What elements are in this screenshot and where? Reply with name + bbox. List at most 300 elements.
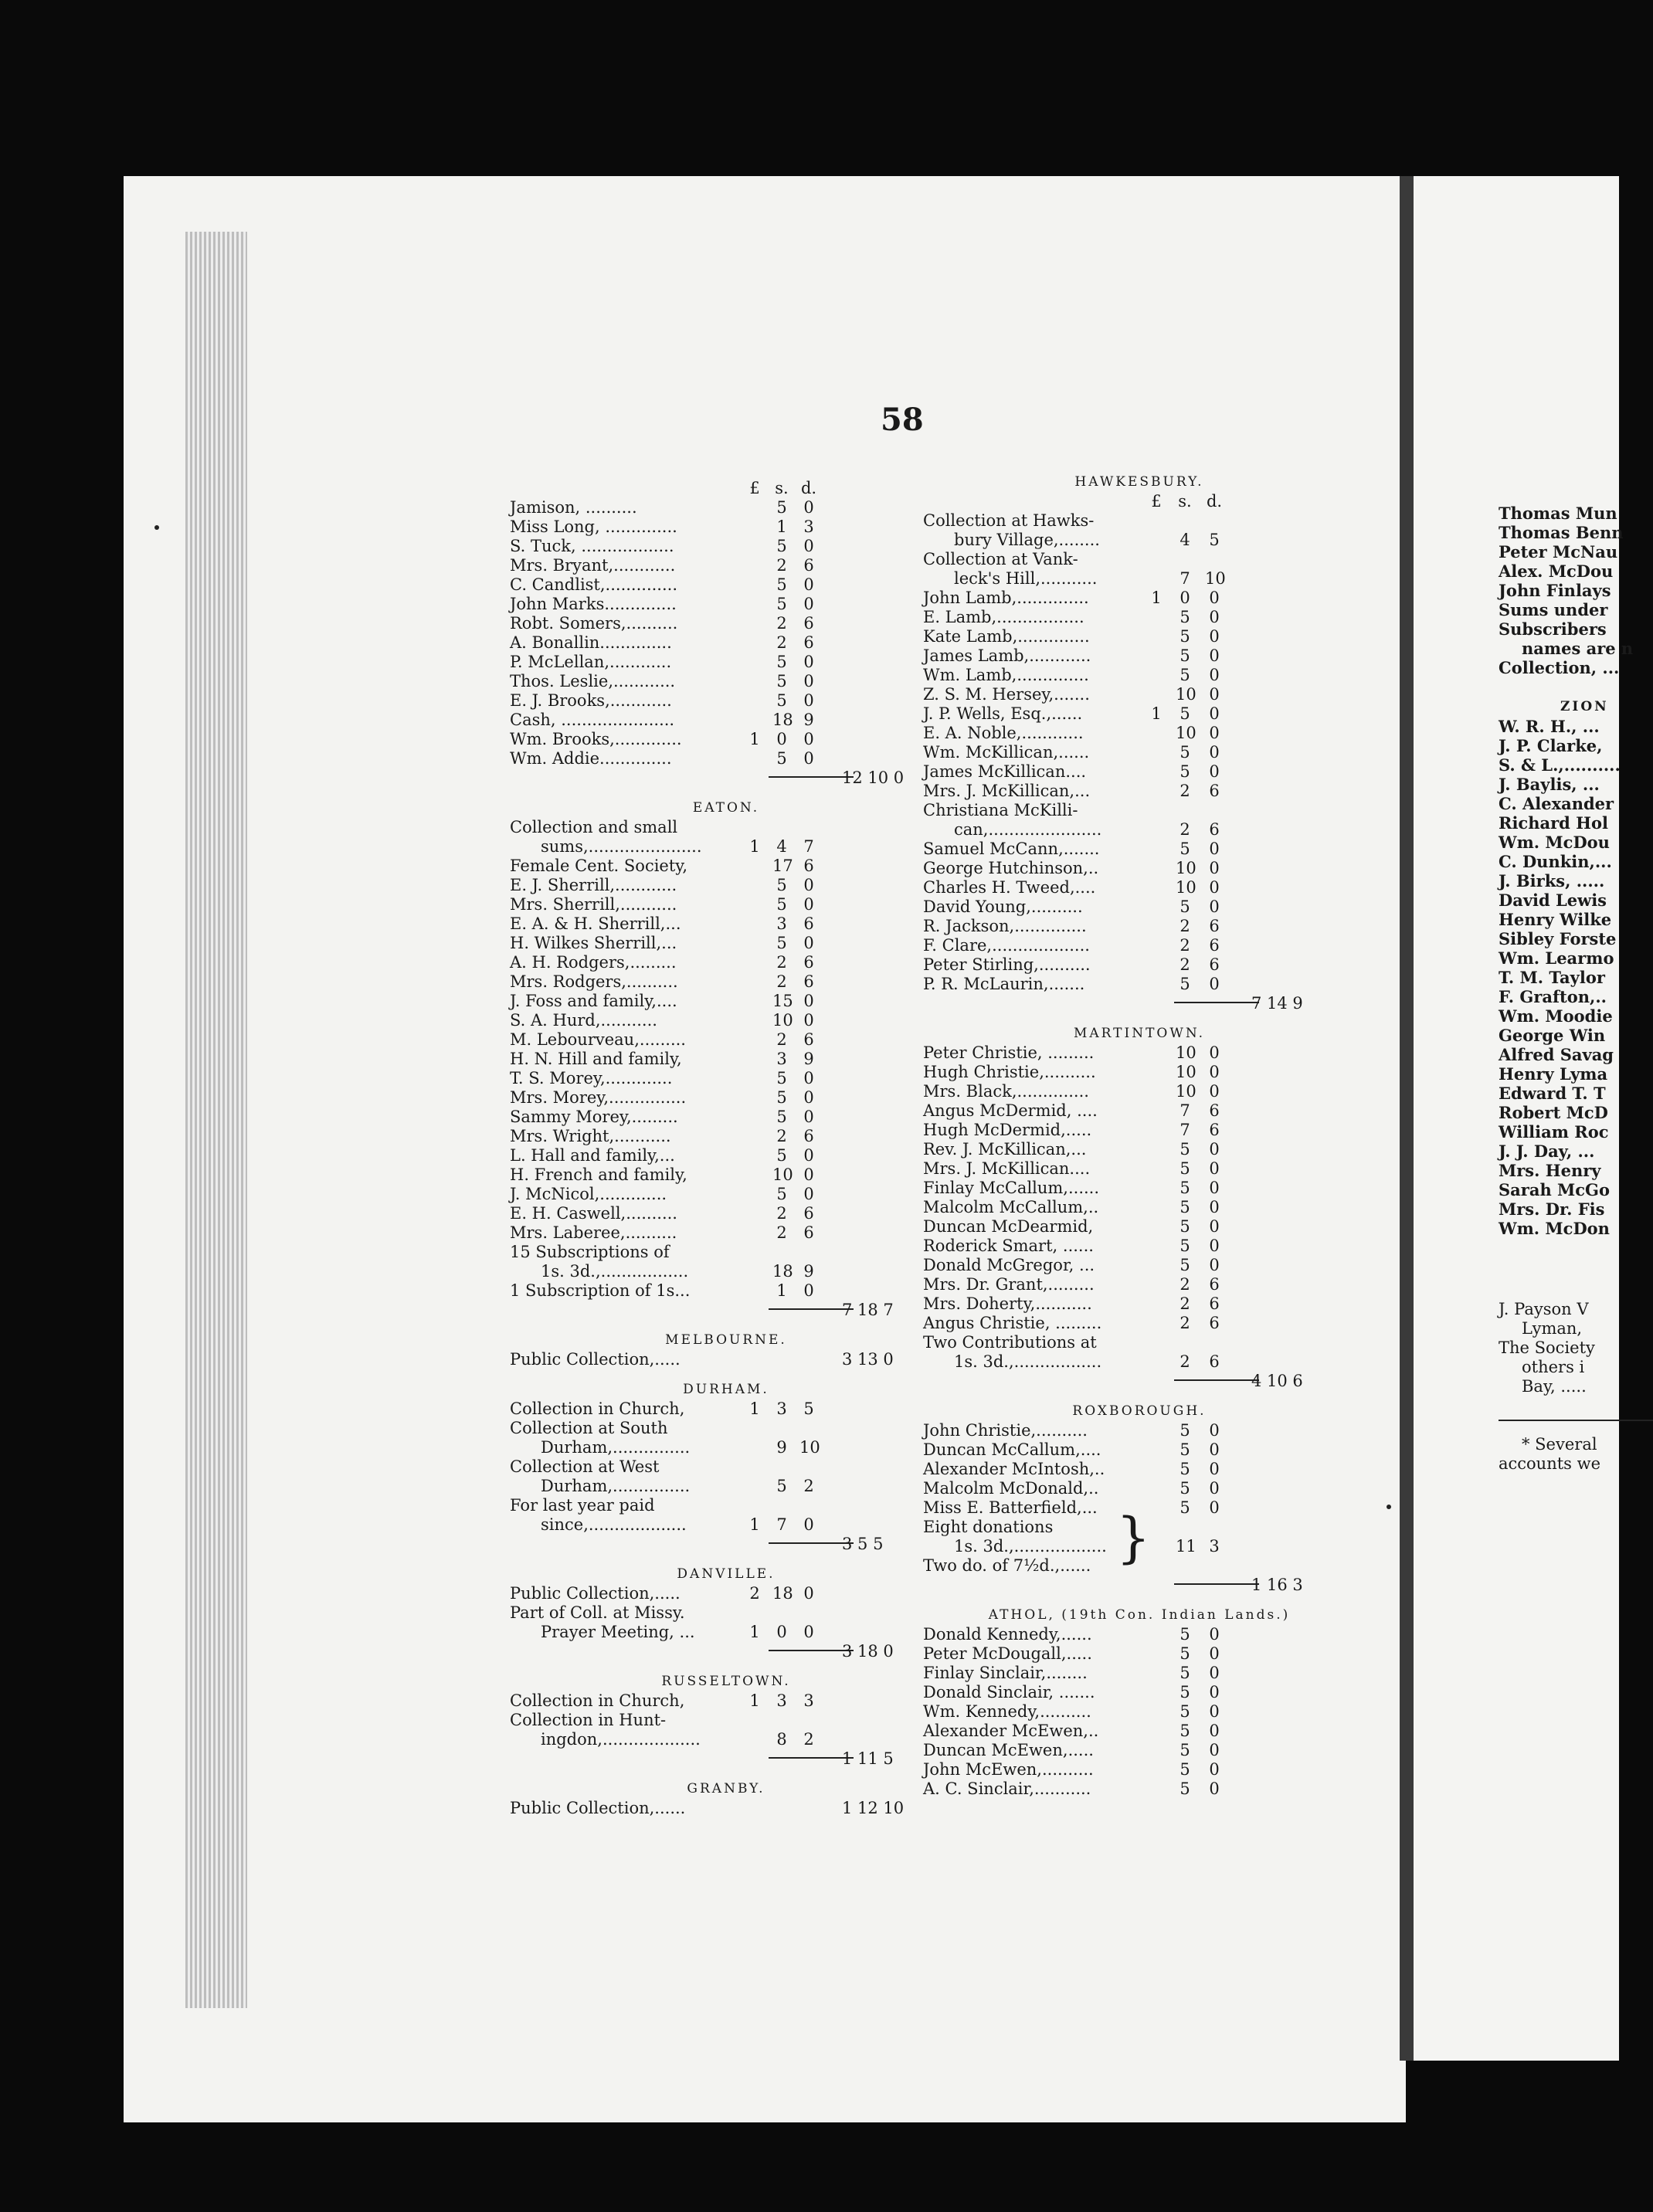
shillings-value: 5: [1180, 1779, 1190, 1798]
shillings-value: 5: [1180, 1498, 1190, 1517]
entry-name: C. Candlist,..............: [510, 575, 678, 594]
entry-row: [923, 569, 1387, 589]
currency-header: [923, 492, 1387, 511]
facing-line: Lyman,: [1522, 1319, 1583, 1338]
entry-row: [510, 1515, 942, 1535]
entry-name: Collection at Vank-: [923, 550, 1078, 568]
entry-name: Wm. Brooks,.............: [510, 730, 682, 748]
total-rule: [1174, 1002, 1259, 1003]
shillings-value: 0: [776, 730, 787, 748]
shillings-value: 5: [1180, 1421, 1190, 1440]
shillings-value: 5: [776, 1185, 787, 1203]
pence-value: 0: [803, 1623, 814, 1641]
entry-name: 1s. 3d.,.................: [954, 1352, 1102, 1371]
shillings-value: 1: [776, 517, 787, 536]
pence-value: 0: [1209, 1664, 1220, 1682]
pence-value: 0: [803, 895, 814, 914]
shillings-value: 5: [1180, 975, 1190, 993]
entry-name: Wm. Addie..............: [510, 749, 672, 768]
pence-value: 0: [1209, 762, 1220, 781]
pence-value: 6: [1209, 1294, 1220, 1313]
entry-row: [923, 1779, 1387, 1799]
shillings-value: 2: [1180, 782, 1190, 800]
entry-name: P. R. McLaurin,.......: [923, 975, 1085, 993]
shillings-value: 2: [776, 556, 787, 575]
entry-name: Alexander McEwen,..: [923, 1722, 1099, 1740]
entry-name: Peter McDougall,.....: [923, 1644, 1092, 1663]
entry-name: Roderick Smart, ......: [923, 1237, 1094, 1255]
pence-value: 6: [1209, 820, 1220, 839]
pence-value: 0: [1209, 1256, 1220, 1274]
shillings-value: 18: [772, 1262, 793, 1281]
pence-value: 6: [1209, 917, 1220, 935]
entry-name: Collection at South: [510, 1419, 668, 1437]
brace-symbol: }: [1116, 1506, 1151, 1569]
pounds-value: 1: [749, 1399, 760, 1418]
entry-name: Duncan McDearmid,: [923, 1217, 1094, 1236]
section-gap: [510, 1818, 942, 1829]
pence-value: 0: [803, 1185, 814, 1203]
entry-name: Two do. of 7½d.,......: [923, 1556, 1091, 1575]
entry-name: A. H. Rodgers,.........: [510, 953, 677, 972]
entry-row: [510, 1165, 942, 1185]
shillings-value: 4: [776, 837, 787, 856]
shillings-value: 5: [1180, 1198, 1190, 1216]
pence-value: 6: [803, 1127, 814, 1145]
entry-name: L. Hall and family,...: [510, 1146, 675, 1165]
facing-line: Wm. McDou: [1499, 833, 1610, 852]
shillings-value: 1: [776, 1281, 787, 1300]
shillings-value: 5: [1180, 646, 1190, 665]
pence-value: 0: [1209, 1140, 1220, 1159]
entry-name: Mrs. J. McKillican....: [923, 1159, 1091, 1178]
pence-value: 0: [1209, 1237, 1220, 1255]
pence-value: 0: [1209, 1217, 1220, 1236]
pence-value: 0: [803, 1011, 814, 1030]
pence-value: 0: [1209, 1498, 1220, 1517]
facing-line: C. Alexander: [1499, 794, 1614, 813]
facing-line: Wm. McDon: [1499, 1219, 1610, 1238]
pence-value: 0: [803, 691, 814, 710]
pence-value: 9: [803, 1050, 814, 1068]
shillings-value: 2: [1180, 1314, 1190, 1332]
entry-row: [510, 914, 942, 934]
entry-name: Mrs. Morey,...............: [510, 1088, 687, 1107]
shillings-value: 5: [1180, 666, 1190, 684]
pence-value: 6: [803, 556, 814, 575]
pence-value: 0: [1209, 666, 1220, 684]
pounds-value: 2: [749, 1584, 760, 1603]
entry-row: [923, 511, 1387, 531]
section-heading: MARTINTOWN.: [1073, 1026, 1206, 1041]
entry-name: J. McNicol,.............: [510, 1185, 667, 1203]
entry-row: [510, 1477, 942, 1496]
shillings-value: 7: [1180, 1121, 1190, 1139]
entry-row: [510, 934, 942, 953]
entry-row: [510, 730, 942, 749]
entry-name: Duncan McEwen,.....: [923, 1741, 1094, 1759]
pence-value: 10: [799, 1438, 820, 1457]
pence-value: 0: [1209, 589, 1220, 607]
pence-value: 6: [803, 914, 814, 933]
entry-name: Wm. Kennedy,..........: [923, 1702, 1091, 1721]
currency-label: £: [1151, 492, 1162, 511]
entry-name: Collection and small: [510, 818, 678, 836]
facing-line: Sibley Forste: [1499, 929, 1617, 948]
facing-line: J. J. Day, ...: [1499, 1142, 1595, 1161]
facing-line: Sarah McGo: [1499, 1180, 1610, 1199]
total-rule: [769, 1757, 854, 1759]
pence-value: 6: [1209, 936, 1220, 955]
section-total: 1 12 10: [842, 1799, 905, 1817]
facing-line: Alfred Savag: [1499, 1045, 1614, 1064]
facing-line: C. Dunkin,...: [1499, 852, 1612, 871]
shillings-value: 5: [1180, 743, 1190, 762]
entry-row: [923, 1082, 1387, 1101]
pence-value: 0: [1209, 1179, 1220, 1197]
entry-name: Angus McDermid, ....: [923, 1101, 1098, 1120]
entry-row: [510, 876, 942, 895]
entry-row: [510, 1262, 942, 1281]
shillings-value: 5: [1180, 1237, 1190, 1255]
shillings-value: 5: [776, 1146, 787, 1165]
shillings-value: 5: [1180, 1159, 1190, 1178]
pence-value: 0: [803, 992, 814, 1010]
ink-speck: [1387, 1505, 1391, 1509]
section-gap: [923, 1595, 1387, 1606]
shillings-value: 2: [776, 633, 787, 652]
entry-row: [923, 1179, 1387, 1198]
section-heading: ATHOL, (19th Con. Indian Lands.): [988, 1607, 1291, 1623]
facing-line: T. M. Taylor: [1499, 968, 1605, 987]
entry-name: John Lamb,..............: [923, 589, 1089, 607]
entry-row: [510, 633, 942, 653]
entry-row: [923, 1702, 1387, 1722]
shillings-value: 5: [776, 1069, 787, 1087]
entry-name: M. Lebourveau,.........: [510, 1030, 686, 1049]
entry-row: [923, 975, 1387, 994]
entry-name: Thos. Leslie,............: [510, 672, 676, 690]
entry-row: [923, 878, 1387, 897]
entry-row: [923, 1063, 1387, 1082]
entry-row: [923, 936, 1387, 955]
currency-label: s.: [1178, 492, 1192, 511]
entry-row: [923, 589, 1387, 608]
pence-value: 3: [803, 1691, 814, 1710]
page-edges: [185, 232, 247, 2008]
entry-name: Eight donations: [923, 1518, 1054, 1536]
entry-name: H. Wilkes Sherrill,...: [510, 934, 677, 952]
entry-row: [510, 953, 942, 972]
entry-row: [510, 1204, 942, 1223]
facing-line: Mrs. Dr. Fis: [1499, 1199, 1605, 1219]
section-total: 4 10 6: [1251, 1372, 1303, 1390]
pence-value: 6: [803, 857, 814, 875]
entry-row: [923, 1237, 1387, 1256]
facing-line: Bay, .....: [1522, 1377, 1587, 1396]
entry-name: Mrs. Laberee,..........: [510, 1223, 677, 1242]
entry-name: Miss E. Batterfield,...: [923, 1498, 1098, 1517]
entry-name: A. C. Sinclair,...........: [923, 1779, 1091, 1798]
pence-value: 9: [803, 711, 814, 729]
shillings-value: 17: [772, 857, 793, 875]
left-column: [510, 479, 942, 1829]
shillings-value: 10: [1176, 1082, 1196, 1101]
entry-row: [510, 749, 942, 768]
shillings-value: 18: [772, 711, 793, 729]
entry-row: [923, 1537, 1387, 1556]
entry-name: Robt. Somers,..........: [510, 614, 678, 633]
entry-name: T. S. Morey,.............: [510, 1069, 673, 1087]
pence-value: 0: [1209, 1741, 1220, 1759]
entry-name: Finlay Sinclair,........: [923, 1664, 1088, 1682]
entry-row: [510, 992, 942, 1011]
entry-name: 1 Subscription of 1s...: [510, 1281, 691, 1300]
shillings-value: 10: [1176, 1063, 1196, 1081]
entry-row: [510, 818, 942, 837]
shillings-value: 5: [776, 1088, 787, 1107]
entry-row: [923, 666, 1387, 685]
entry-name: Duncan McCallum,....: [923, 1440, 1101, 1459]
entry-row: [923, 859, 1387, 878]
pence-value: 6: [1209, 1314, 1220, 1332]
pence-value: 0: [1209, 1421, 1220, 1440]
pence-value: 9: [803, 1262, 814, 1281]
shillings-value: 5: [1180, 1460, 1190, 1478]
pence-value: 0: [1209, 1683, 1220, 1701]
entry-name: 15 Subscriptions of: [510, 1243, 670, 1261]
facing-line: Richard Hol: [1499, 813, 1608, 833]
shillings-value: 5: [1180, 1664, 1190, 1682]
entry-name: Wm. Lamb,..............: [923, 666, 1089, 684]
entry-row: [923, 1217, 1387, 1237]
entry-name: Mrs. Doherty,...........: [923, 1294, 1092, 1313]
pence-value: 0: [1209, 1043, 1220, 1062]
entry-row: [510, 1603, 942, 1623]
entry-name: Durham,...............: [541, 1438, 691, 1457]
entry-name: Mrs. Rodgers,..........: [510, 972, 678, 991]
entry-row: [923, 724, 1387, 743]
facing-line: Thomas Mun: [1499, 504, 1617, 523]
total-row: [510, 1301, 942, 1320]
pence-value: 0: [1209, 1702, 1220, 1721]
entry-name: leck's Hill,...........: [954, 569, 1098, 588]
pence-value: 6: [803, 1030, 814, 1049]
entry-name: Finlay McCallum,......: [923, 1179, 1100, 1197]
shillings-value: 8: [776, 1730, 787, 1749]
entry-name: John McEwen,..........: [923, 1760, 1094, 1779]
entry-row: [923, 1440, 1387, 1460]
entry-name: James McKillican....: [923, 762, 1087, 781]
facing-page: [1414, 176, 1634, 2061]
entry-name: Wm. McKillican,......: [923, 743, 1090, 762]
facing-line: The Society: [1499, 1338, 1595, 1357]
total-row: [510, 1749, 942, 1769]
entry-row: [923, 1275, 1387, 1294]
entry-row: [510, 575, 942, 595]
entry-row: [923, 1352, 1387, 1372]
entry-name: Cash, ......................: [510, 711, 675, 729]
shillings-value: 5: [776, 595, 787, 613]
pence-value: 0: [1209, 1479, 1220, 1498]
pence-value: 6: [803, 953, 814, 972]
shillings-value: 5: [1180, 1179, 1190, 1197]
pence-value: 0: [1209, 975, 1220, 993]
entry-name: Sammy Morey,.........: [510, 1108, 678, 1126]
entry-row: [923, 782, 1387, 801]
entry-name: Christiana McKilli-: [923, 801, 1078, 819]
shillings-value: 5: [776, 498, 787, 517]
pence-value: 3: [1209, 1537, 1220, 1556]
entry-name: Charles H. Tweed,....: [923, 878, 1096, 897]
entry-row: [510, 1030, 942, 1050]
entry-row: [510, 1243, 942, 1262]
entry-name: Collection at West: [510, 1457, 660, 1476]
entry-row: [923, 955, 1387, 975]
facing-line: J. Payson V: [1499, 1300, 1589, 1318]
shillings-value: 2: [776, 1204, 787, 1223]
entry-name: Donald Kennedy,......: [923, 1625, 1092, 1644]
facing-line: Thomas Benn: [1499, 523, 1624, 542]
entry-name: 1s. 3d.,..................: [954, 1537, 1107, 1556]
entry-name: Mrs. J. McKillican,...: [923, 782, 1091, 800]
section-total: 1 11 5: [842, 1749, 894, 1768]
entry-name: E. J. Sherrill,............: [510, 876, 677, 894]
pence-value: 0: [803, 876, 814, 894]
facing-line: J. Baylis, ...: [1499, 775, 1600, 794]
pence-value: 0: [1209, 1644, 1220, 1663]
entry-name: Mrs. Dr. Grant,.........: [923, 1275, 1095, 1294]
entry-row: [510, 1419, 942, 1438]
pence-value: 0: [1209, 1722, 1220, 1740]
entry-name: Public Collection,.....: [510, 1350, 681, 1369]
entry-row: [923, 1140, 1387, 1159]
entry-row: [923, 1121, 1387, 1140]
facing-line: Robert McD: [1499, 1103, 1608, 1122]
entry-row: [923, 743, 1387, 762]
entry-name: For last year paid: [510, 1496, 655, 1515]
entry-row: [923, 820, 1387, 840]
pounds-value: 1: [749, 1515, 760, 1534]
pence-value: 5: [803, 1399, 814, 1418]
section-heading: ROXBOROUGH.: [1072, 1403, 1207, 1419]
ink-speck: [154, 525, 159, 530]
entry-row: [923, 840, 1387, 859]
facing-line: George Win: [1499, 1026, 1606, 1045]
pence-value: 0: [803, 1165, 814, 1184]
entry-name: Collection at Hawks-: [923, 511, 1095, 530]
entry-name: S. Tuck, ..................: [510, 537, 674, 555]
shillings-value: 10: [1176, 685, 1196, 704]
entry-row: [923, 1460, 1387, 1479]
section-total: 3 13 0: [842, 1350, 894, 1369]
total-rule: [769, 1542, 854, 1544]
entry-name: Hugh McDermid,.....: [923, 1121, 1092, 1139]
entry-name: E. A. Noble,............: [923, 724, 1084, 742]
pence-value: 6: [803, 614, 814, 633]
entry-name: Public Collection,.....: [510, 1584, 681, 1603]
shillings-value: 11: [1176, 1537, 1196, 1556]
entry-row: [510, 1711, 942, 1730]
shillings-value: 0: [776, 1623, 787, 1641]
shillings-value: 7: [1180, 569, 1190, 588]
entry-row: [510, 1350, 942, 1369]
entry-name: Mrs. Wright,...........: [510, 1127, 671, 1145]
shillings-value: 5: [776, 876, 787, 894]
entry-name: E. Lamb,.................: [923, 608, 1084, 626]
pence-value: 6: [1209, 1275, 1220, 1294]
section-heading: DURHAM.: [683, 1382, 769, 1397]
entry-row: [510, 1281, 942, 1301]
section-gap: [510, 1661, 942, 1672]
section-total: 7 18 7: [842, 1301, 894, 1319]
section-heading: EATON.: [692, 800, 760, 816]
entry-row: [510, 1185, 942, 1204]
facing-line: Subscribers: [1499, 619, 1607, 639]
shillings-value: 5: [1180, 1644, 1190, 1663]
pence-value: 0: [1209, 878, 1220, 897]
shillings-value: 2: [1180, 1275, 1190, 1294]
entry-name: Durham,...............: [541, 1477, 691, 1495]
entry-row: [923, 917, 1387, 936]
entry-row: [510, 1438, 942, 1457]
pence-value: 2: [803, 1730, 814, 1749]
shillings-value: 2: [776, 953, 787, 972]
shillings-value: 2: [1180, 1352, 1190, 1371]
facing-line: Edward T. T: [1499, 1084, 1606, 1103]
entry-row: [510, 711, 942, 730]
entry-row: [923, 627, 1387, 646]
entry-name: James Lamb,............: [923, 646, 1091, 665]
facing-line: David Lewis: [1499, 891, 1607, 910]
entry-name: Miss Long, ..............: [510, 517, 677, 536]
entry-name: Jamison, ..........: [510, 498, 637, 517]
pence-value: 0: [803, 537, 814, 555]
pence-value: 5: [1209, 531, 1220, 549]
shillings-value: 5: [1180, 1683, 1190, 1701]
facing-line: Wm. Learmo: [1499, 948, 1614, 968]
facing-line: Peter McNau: [1499, 542, 1618, 561]
entry-row: [510, 1108, 942, 1127]
entry-row: [510, 1223, 942, 1243]
currency-label: s.: [775, 479, 789, 497]
right-column: [923, 473, 1387, 1810]
entry-name: Donald Sinclair, .......: [923, 1683, 1095, 1701]
pence-value: 6: [1209, 1121, 1220, 1139]
shillings-value: 5: [776, 895, 787, 914]
shillings-value: 2: [776, 972, 787, 991]
entry-name: H. French and family,: [510, 1165, 687, 1184]
shillings-value: 10: [1176, 1043, 1196, 1062]
facing-line: Wm. Moodie: [1499, 1006, 1613, 1026]
entry-name: Public Collection,......: [510, 1799, 686, 1817]
entry-name: Malcolm McCallum,..: [923, 1198, 1099, 1216]
pence-value: 0: [1209, 1760, 1220, 1779]
shillings-value: 5: [1180, 897, 1190, 916]
section-gap: [510, 1769, 942, 1779]
entry-row: [510, 1730, 942, 1749]
shillings-value: 10: [1176, 878, 1196, 897]
shillings-value: 5: [1180, 1760, 1190, 1779]
entry-row: [510, 895, 942, 914]
pence-value: 0: [803, 498, 814, 517]
pounds-value: 1: [749, 730, 760, 748]
facing-line: accounts we: [1499, 1454, 1601, 1473]
section-heading: RUSSELTOWN.: [661, 1674, 791, 1689]
entry-row: [923, 531, 1387, 550]
footnote-rule: [1499, 1420, 1653, 1421]
facing-line: J. P. Clarke,: [1499, 736, 1603, 755]
